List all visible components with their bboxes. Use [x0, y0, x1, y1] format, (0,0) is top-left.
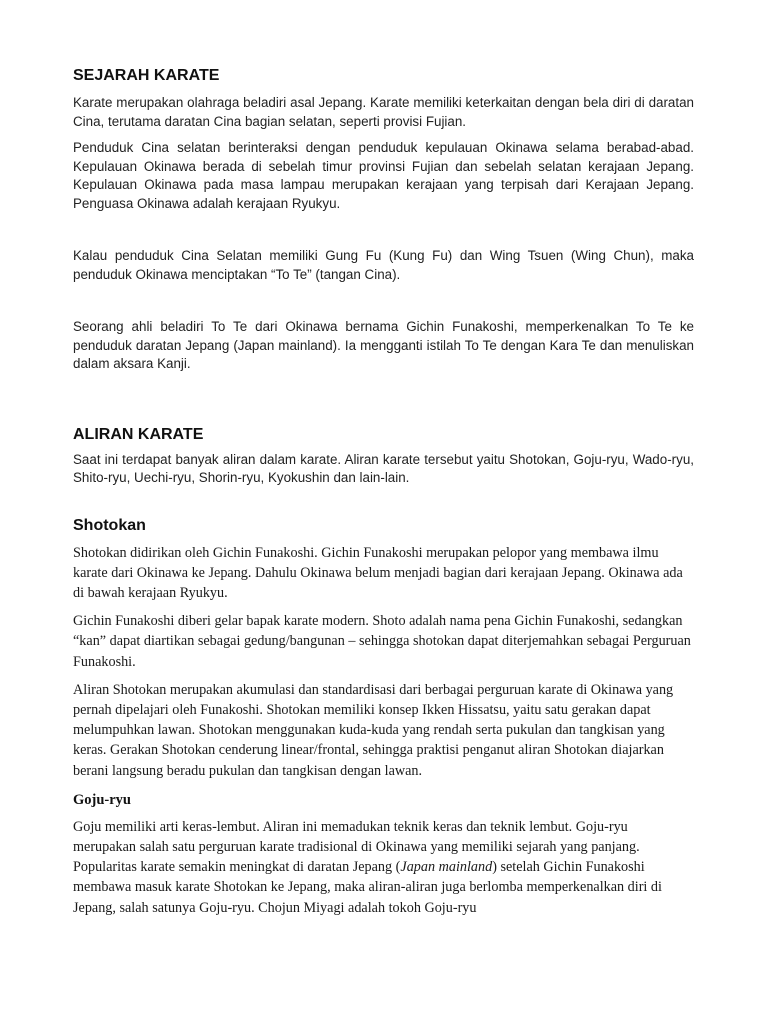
paragraph-sejarah-3: Kalau penduduk Cina Selatan memiliki Gung Fu (Kung Fu) dan Wing Tsuen (Wing Chun), maka penduduk Okinawa menciptakan “To Te” (tangan Cina).: [73, 248, 694, 282]
paragraph-gojuryu-text-2: ) setelah Gichin Funakoshi membawa masuk karate Shotokan ke Jepang, maka aliran-aliran juga berlomba memperkenalkan diri di Jepang, salah satunya Goju-ryu. Chojun Miyagi adalah tokoh Goju-ryu: [73, 859, 662, 916]
section-title-shotokan: Shotokan: [73, 516, 146, 534]
paragraph-gojuryu-italic: Japan mainland: [400, 859, 493, 876]
paragraph-sejarah-4: Seorang ahli beladiri To Te dari Okinawa bernama Gichin Funakoshi, memperkenalkan To Te ke penduduk daratan Jepang (Japan mainland). Ia mengganti istilah To Te dengan Kara Te dan menuliskan dalam aksara Kanji.: [73, 319, 694, 371]
paragraph-gojuryu-1: [73, 817, 694, 918]
paragraph-shotokan-2: Gichin Funakoshi diberi gelar bapak karate modern. Shoto adalah nama pena Gichin Funakoshi, sedangkan “kan” dapat diartikan sebagai gedung/bangunan – sehingga shotokan dapat diterjemahkan sebagai Perguruan Funakoshi.: [73, 613, 691, 670]
paragraph-shotokan-3: Aliran Shotokan merupakan akumulasi dan standardisasi dari berbagai perguruan karate di Okinawa yang pernah dipelajari oleh Funakoshi. Shotokan memiliki konsep Ikken Hissatsu, yaitu satu gerakan dapat melumpuhkan lawan. Shotokan menggunakan kuda-kuda yang rendah serta pukulan dan tangkisan yang keras. Gerakan Shotokan cenderung linear/frontal, sehingga praktisi penganut aliran Shotokan diajarkan berani langsung beradu pukulan dan tangkisan dengan lawan.: [73, 681, 674, 779]
section-title-aliran: ALIRAN KARATE: [73, 425, 204, 443]
section-title-gojuryu: Goju-ryu: [73, 791, 131, 808]
paragraph-sejarah-2: Penduduk Cina selatan berinteraksi dengan penduduk kepulauan Okinawa selama berabad-abad. Kepulauan Okinawa berada di sebelah timur provinsi Fujian dan sebelah selatan kerajaan Jepang. Kepulauan Okinawa pada masa lampau merupakan kerajaan yang terpisah dari Kerajaan Jepang. Penguasa Okinawa adalah kerajaan Ryukyu.: [73, 140, 694, 211]
paragraph-shotokan-1: Shotokan didirikan oleh Gichin Funakoshi. Gichin Funakoshi merupakan pelopor yang membawa ilmu karate dari Okinawa ke Jepang. Dahulu Okinawa belum menjadi bagian dari kerajaan Jepang. Okinawa ada di bawah kerajaan Ryukyu.: [73, 544, 683, 601]
document-body: [73, 66, 694, 918]
paragraph-aliran-1: Saat ini terdapat banyak aliran dalam karate. Aliran karate tersebut yaitu Shotokan, Goju-ryu, Wado-ryu, Shito-ryu, Uechi-ryu, Shorin-ryu, Kyokushin dan lain-lain.: [73, 451, 694, 485]
paragraph-sejarah-1: Karate merupakan olahraga beladiri asal Jepang. Karate memiliki keterkaitan dengan bela diri di daratan Cina, terutama daratan Cina bagian selatan, seperti provisi Fujian.: [73, 95, 694, 129]
section-title-sejarah: SEJARAH KARATE: [73, 67, 220, 84]
paragraph-gojuryu-text-1: Goju memiliki arti keras-lembut. Aliran ini memadukan teknik keras dan teknik lembut. Goju-ryu merupakan salah satu perguruan karate tradisional di Okinawa yang memiliki sejarah yang panjang. Popularitas karate semakin meningkat di daratan Jepang (: [73, 818, 640, 876]
